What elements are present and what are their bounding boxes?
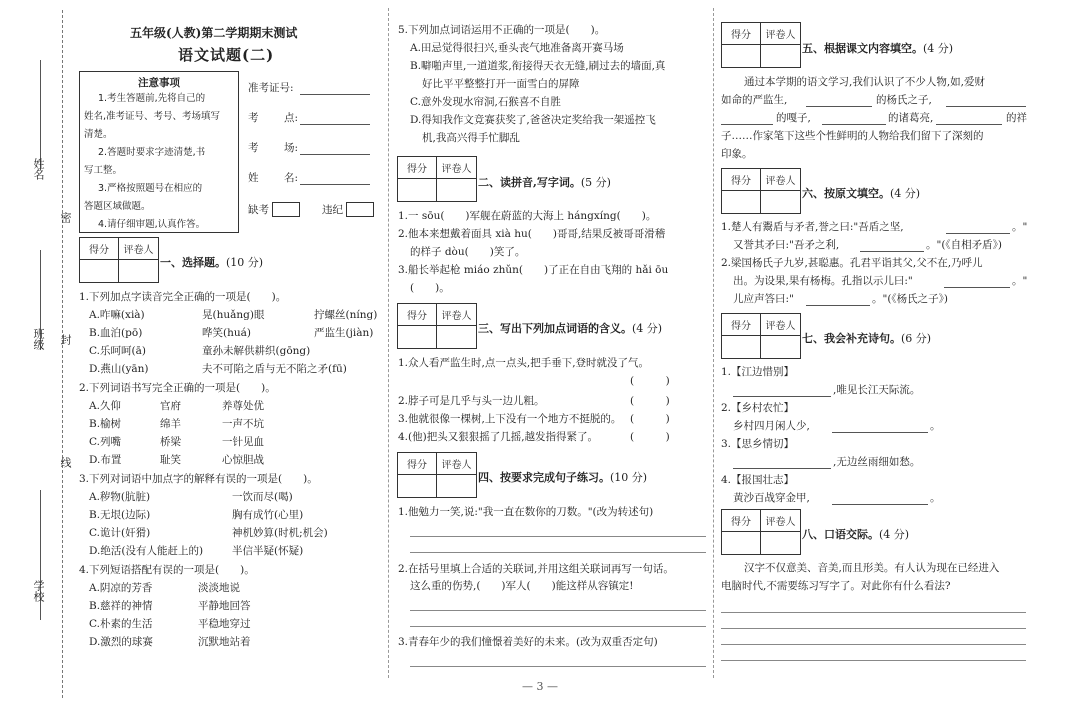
chang-label: 场: (284, 142, 299, 154)
s2-line: 的样子 dòu( )笑了。 (410, 246, 526, 258)
s5-line: 通过本学期的语文学习,我们认识了不少人物,如,爱财 (744, 76, 986, 88)
q1-option-c[interactable]: C.乐呵呵(ā) (89, 345, 146, 357)
score-cell[interactable] (398, 475, 437, 497)
s5-line: 的诸葛亮, (888, 112, 934, 124)
notice-line: 2.答题时要求字迹清楚,书 (98, 147, 206, 158)
answer-line[interactable] (410, 666, 706, 667)
q1-option-a-word: 晃(huǎng)眼 (202, 309, 265, 321)
s5-line: 的嘎子, (776, 112, 811, 124)
s2-line: 3.船长举起枪 miáo zhǔn( )了正在自由飞翔的 hǎi ōu (398, 264, 669, 276)
poem-end: 。 (930, 492, 941, 504)
poem-line: 黄沙百战穿金甲, (733, 492, 810, 504)
notice-title: 注意事项 (138, 77, 180, 89)
q2-word: 心惊胆战 (222, 454, 264, 466)
q3-word: 神机妙算(时机;机会) (232, 527, 328, 539)
q4-word: 淡淡地说 (198, 582, 240, 594)
s4-line: 2.在括号里填上合适的关联词,并用这组关联词再写一句话。 (398, 563, 674, 575)
grader-label: 评卷人 (761, 314, 800, 336)
s5-line: 子……作家笔下这些个性鲜明的人物给我们留下了深刻的 (721, 130, 984, 142)
q3-word: 半信半疑(怀疑) (232, 545, 304, 557)
q2-option-c[interactable]: C.列嘴 (89, 436, 121, 448)
score-label: 得分 (398, 304, 437, 326)
s3-line: 4.(他)把头又狠狠摇了几摇,越发指得紧了。 (398, 431, 599, 443)
q5-option-b[interactable]: B.噼啪声里,一道道浆,衔接得天衣无缝,刷过去的墙面,真 (410, 60, 666, 72)
s2-line: 2.他本来想戴着面具 xià hu( )哥哥,结果反被哥哥滑稽 (398, 228, 666, 240)
section-3-title: 三、写出下列加点词语的含义。(4 分) (478, 322, 663, 335)
score-cell[interactable] (722, 336, 761, 358)
q2-option-b[interactable]: B.榆树 (89, 418, 122, 430)
notice-line: 清楚。 (84, 129, 113, 140)
score-box-7 (721, 313, 801, 359)
s6-line: 出。为设果,果有杨梅。孔指以示儿曰:" (733, 275, 913, 287)
q2-option-a[interactable]: A.久仰 (89, 400, 121, 412)
answer-line[interactable] (410, 610, 706, 611)
score-box-5 (721, 22, 801, 68)
poem-topic: 3.【思乡情切】 (721, 438, 795, 450)
answer-line[interactable] (721, 660, 1026, 661)
side-school-label: 学校 (32, 580, 45, 602)
score-label: 得分 (722, 510, 761, 532)
grader-label: 评卷人 (437, 453, 476, 475)
q1-option-a[interactable]: A.咋嘛(xià) (89, 309, 145, 321)
q4-word: 沉默地站着 (198, 636, 251, 648)
side-name-label: 姓名 (32, 158, 45, 180)
q5-stem: 5.下列加点词语运用不正确的一项是( )。 (398, 24, 606, 36)
s6-line: 又誉其矛曰:"吾矛之利, (733, 239, 840, 251)
q5-option-d[interactable]: D.得知我作文竞赛获奖了,爸爸决定奖给我一架遥控飞 (410, 114, 656, 126)
q1-stem: 1.下列加点字读音完全正确的一项是( )。 (79, 291, 287, 303)
q5-option-a[interactable]: A.田忌觉得很扫兴,垂头丧气地准备离开赛马场 (410, 42, 624, 54)
s3-line: 2.脖子可是几乎与头一边儿粗。 (398, 395, 545, 407)
exam-title: 语文试题(二) (178, 46, 275, 64)
poem-topic: 4.【报国壮志】 (721, 474, 795, 486)
grader-cell[interactable] (437, 179, 476, 201)
fill-blank[interactable] (946, 233, 1010, 234)
score-label: 得分 (722, 23, 761, 45)
notice-line: 写工整。 (84, 165, 123, 176)
q4-stem: 4.下列短语搭配有误的一项是( )。 (79, 564, 255, 576)
notice-box (79, 71, 239, 233)
fill-blank[interactable] (721, 124, 773, 125)
ming-label: 名: (284, 172, 299, 184)
candidate-id-field[interactable] (300, 94, 370, 95)
score-label: 得分 (398, 157, 437, 179)
score-box-1 (79, 237, 159, 283)
section-1-title: 一、选择题。(10 分) (160, 256, 264, 269)
s6-line: 。" (1012, 275, 1028, 287)
q2-word: 绵羊 (160, 418, 181, 430)
grader-cell[interactable] (761, 336, 800, 358)
q1-option-b[interactable]: B.血泊(pō) (89, 327, 143, 339)
q2-word: 官府 (160, 400, 181, 412)
q2-word: 养尊处优 (222, 400, 264, 412)
score-cell[interactable] (398, 179, 437, 201)
q2-option-d[interactable]: D.布置 (89, 454, 122, 466)
s2-line: ( )。 (410, 282, 450, 294)
page-number: — 3 — (522, 680, 558, 693)
side-class-label: 班级 (32, 328, 45, 350)
grader-label: 评卷人 (437, 157, 476, 179)
kao2-label: 考 (248, 142, 259, 154)
grader-label: 评卷人 (761, 510, 800, 532)
q1-option-b-word: 哗笑(huá) (202, 327, 251, 339)
grader-label: 评卷人 (437, 304, 476, 326)
score-cell[interactable] (80, 260, 119, 282)
section-5-title: 五、根据课文内容填空。(4 分) (802, 42, 954, 55)
score-box-2 (397, 156, 477, 202)
notice-line: 答题区域做题。 (84, 201, 151, 212)
side-mi: 密 (59, 212, 72, 223)
grader-cell[interactable] (437, 475, 476, 497)
fill-blank[interactable] (822, 124, 886, 125)
notice-line: 1.考生答题前,先将自己的 (98, 93, 206, 104)
name-rule (40, 60, 41, 170)
section-7-title: 七、我会补充诗句。(6 分) (802, 332, 932, 345)
s6-line: 2.梁国杨氏子九岁,甚聪惠。孔君平诣其父,父不在,乃呼儿 (721, 257, 983, 269)
column-divider-2 (713, 8, 714, 678)
s3-answer-paren[interactable]: ( ) (630, 413, 670, 425)
s3-line: 3.他就很像一棵树,上下没有一个地方不挺脱的。 (398, 413, 622, 425)
s5-line: 的杨氏之子, (876, 94, 932, 106)
s3-answer-paren[interactable]: ( ) (630, 431, 670, 443)
score-label: 得分 (398, 453, 437, 475)
q2-word: 耻笑 (160, 454, 181, 466)
s8-line: 汉字不仅意美、音美,而且形美。有人认为现在已经进入 (744, 562, 1000, 574)
fill-blank[interactable] (806, 305, 870, 306)
q4-word: 平稳地穿过 (198, 618, 251, 630)
section-2-title: 二、读拼音,写字词。(5 分) (478, 176, 611, 189)
fill-blank[interactable] (946, 106, 1026, 107)
grader-cell[interactable] (119, 260, 158, 282)
fill-blank[interactable] (936, 124, 1002, 125)
kao-label: 考 (248, 112, 259, 124)
section-8-title: 八、口语交际。(4 分) (802, 528, 910, 541)
answer-line[interactable] (410, 552, 706, 553)
grader-label: 评卷人 (761, 23, 800, 45)
grader-cell[interactable] (761, 532, 800, 554)
notice-line: 姓名,准考证号、考号、考场填写 (84, 111, 221, 122)
q2-stem: 2.下列词语书写完全正确的一项是( )。 (79, 382, 276, 394)
score-cell[interactable] (398, 326, 437, 348)
s8-line: 电脑时代,不需要练习写字了。对此你有什么看法? (721, 580, 951, 592)
q5-option-b-cont: 好比平平整整打开一面雪白的屏障 (422, 78, 580, 90)
s5-line: 如命的严监生, (721, 94, 788, 106)
grader-label: 评卷人 (761, 169, 800, 191)
s6-line: 儿应声答曰:" (733, 293, 794, 305)
s4-line: 1.他勉力一笑,说:"我一直在数你的刀数。"(改为转述句) (398, 506, 654, 518)
s2-line: 1.一 sōu( )军舰在蔚蓝的大海上 hángxíng( )。 (398, 210, 657, 222)
q4-option-b[interactable]: B.慈祥的神情 (89, 600, 153, 612)
candidate-id-label: 准考证号: (248, 82, 294, 94)
q3-option-d[interactable]: D.绝活(没有人能赶上的) (89, 545, 204, 557)
poem-end: 。 (930, 420, 941, 432)
s6-line: 1.楚人有鬻盾与矛者,誉之曰:"吾盾之坚, (721, 221, 904, 233)
s4-line: 这么重的伤势,( )军人( )能这样从容镇定! (410, 580, 634, 592)
s6-line: 。"(《自相矛盾》) (926, 239, 1003, 251)
poem-topic: 1.【江边惜别】 (721, 366, 795, 378)
q4-option-c[interactable]: C.朴素的生活 (89, 618, 153, 630)
s6-line: 。" (1012, 221, 1028, 233)
grader-label: 评卷人 (119, 238, 158, 260)
column-divider-1 (388, 8, 389, 678)
section-4-title: 四、按要求完成句子练习。(10 分) (478, 471, 648, 484)
score-cell[interactable] (722, 532, 761, 554)
notice-line: 4.请仔细审题,认真作答。 (98, 219, 206, 230)
score-box-3 (397, 303, 477, 349)
fill-blank[interactable] (944, 287, 1010, 288)
grader-cell[interactable] (437, 326, 476, 348)
score-box-8 (721, 509, 801, 555)
fill-blank[interactable] (832, 504, 928, 505)
s3-answer-paren[interactable]: ( ) (630, 395, 670, 407)
q2-word: 桥梁 (160, 436, 181, 448)
absent-label: 缺考 (248, 204, 269, 216)
q2-word: 一针见血 (222, 436, 264, 448)
q1-option-d[interactable]: D.燕山(yān) (89, 363, 149, 375)
q1-option-b-word: 严监生(jiàn) (314, 327, 374, 339)
fill-blank[interactable] (860, 251, 924, 252)
absent-box[interactable] (272, 202, 300, 217)
fill-blank[interactable] (733, 468, 831, 469)
dian-label: 点: (284, 112, 299, 124)
answer-line[interactable] (410, 536, 706, 537)
answer-line[interactable] (721, 612, 1026, 613)
q5-option-d-cont: 机,我高兴得手忙脚乱 (422, 132, 520, 144)
binding-line (62, 10, 63, 698)
score-label: 得分 (80, 238, 119, 260)
q5-option-c[interactable]: C.意外发现水帘洞,石猴喜不自胜 (410, 96, 561, 108)
side-feng: 封 (59, 334, 72, 345)
poem-line: 乡村四月闲人少, (733, 420, 810, 432)
answer-line[interactable] (721, 628, 1026, 629)
q2-word: 一声不坑 (222, 418, 264, 430)
q4-option-a[interactable]: A.阴凉的芳香 (89, 582, 153, 594)
side-xian: 线 (59, 457, 72, 468)
s5-line: 的祥 (1006, 112, 1027, 124)
q3-word: 一饮而尽(喝) (232, 491, 293, 503)
fill-blank[interactable] (832, 432, 928, 433)
s4-line: 3.青春年少的我们憧憬着美好的未来。(改为双重否定句) (398, 636, 658, 648)
q1-option-d-word: 夫不可陷之盾与无不陷之矛(fū) (202, 363, 347, 375)
q3-option-b[interactable]: B.无垠(边际) (89, 509, 151, 521)
s6-line: 。"(《杨氏之子》) (872, 293, 949, 305)
q1-option-a-word: 拧螺丝(níng) (314, 309, 378, 321)
q3-option-a[interactable]: A.秽物(肮脏) (89, 491, 151, 503)
score-cell[interactable] (722, 191, 761, 213)
score-label: 得分 (722, 314, 761, 336)
poem-line: ,唯见长江天际流。 (833, 384, 921, 396)
notice-line: 3.严格按照题号在相应的 (98, 183, 203, 194)
exam-site-field[interactable] (300, 124, 370, 125)
answer-line[interactable] (410, 626, 706, 627)
q4-option-d[interactable]: D.激烈的球赛 (89, 636, 153, 648)
q3-word: 胸有成竹(心里) (232, 509, 304, 521)
fill-blank[interactable] (806, 106, 872, 107)
exam-subtitle: 五年级(人教)第二学期期末测试 (130, 26, 298, 40)
xing-label: 姓 (248, 172, 259, 184)
score-box-6 (721, 168, 801, 214)
grader-cell[interactable] (761, 45, 800, 67)
fill-blank[interactable] (733, 396, 831, 397)
s5-line: 印象。 (721, 148, 753, 160)
q1-option-c-word: 童孙未解供耕织(gōng) (202, 345, 311, 357)
q3-option-c[interactable]: C.诡计(奸猾) (89, 527, 151, 539)
score-label: 得分 (722, 169, 761, 191)
score-cell[interactable] (722, 45, 761, 67)
q3-stem: 3.下列对词语中加点字的解释有误的一项是( )。 (79, 473, 318, 485)
section-6-title: 六、按原文填空。(4 分) (802, 187, 921, 200)
violate-label: 违纪 (322, 204, 343, 216)
poem-line: ,无边丝雨细如愁。 (833, 456, 921, 468)
poem-topic: 2.【乡村农忙】 (721, 402, 795, 414)
name-field[interactable] (300, 184, 370, 185)
score-box-4 (397, 452, 477, 498)
exam-room-field[interactable] (300, 154, 370, 155)
q4-word: 平静地回答 (198, 600, 251, 612)
s3-answer-paren[interactable]: ( ) (630, 375, 670, 387)
grader-cell[interactable] (761, 191, 800, 213)
s3-line: 1.众人看严监生时,点一点头,把手垂下,登时就没了气。 (398, 357, 650, 369)
violate-box[interactable] (346, 202, 374, 217)
answer-line[interactable] (721, 644, 1026, 645)
